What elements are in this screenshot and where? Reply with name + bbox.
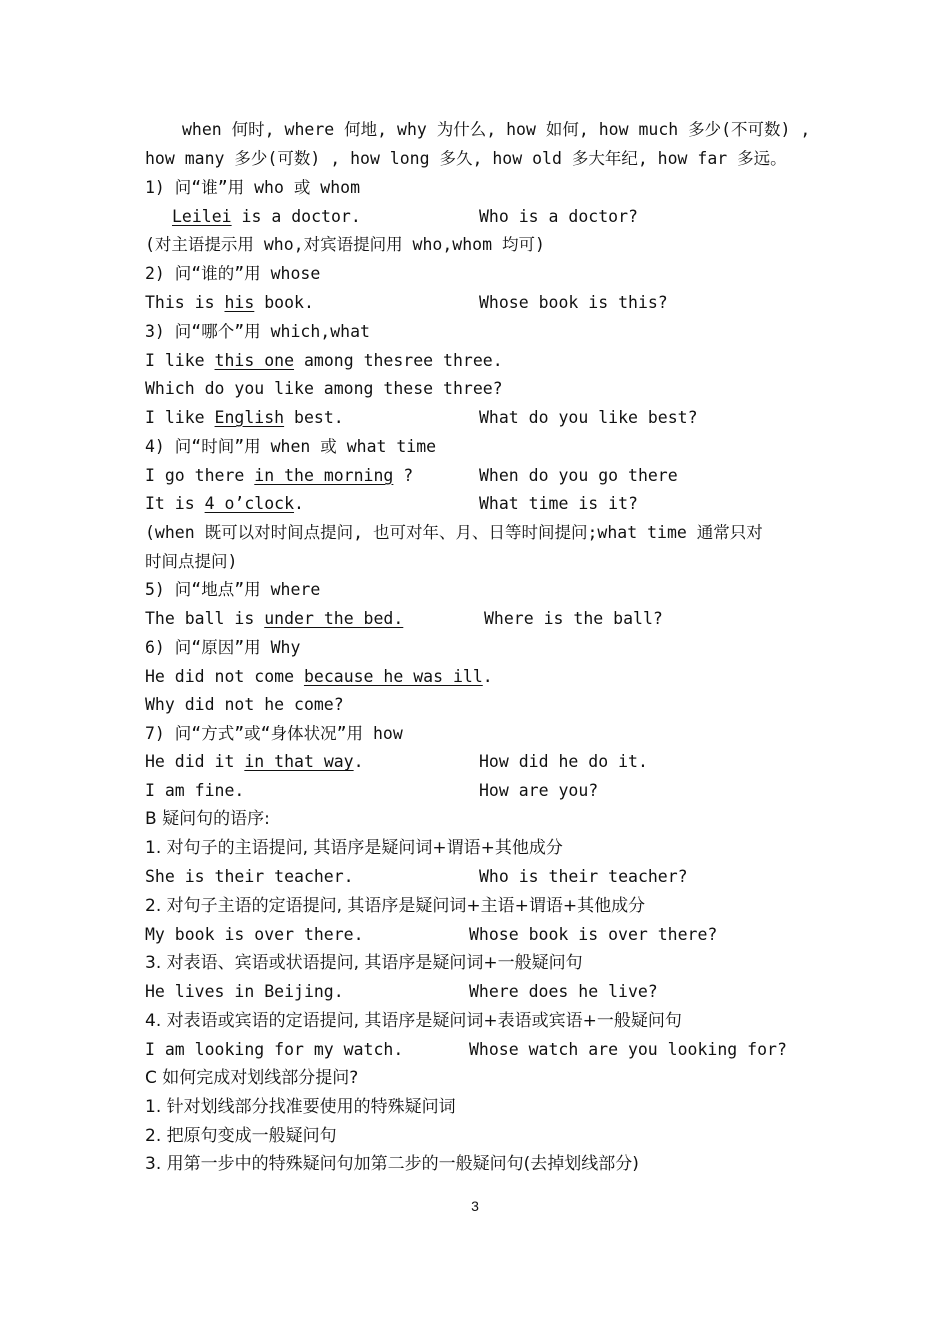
section-b-rule-2-question: Whose book is over there? (469, 925, 718, 944)
section-1-question: Who is a doctor? (479, 207, 638, 226)
section-3-question-1: Which do you like among these three? (145, 379, 503, 398)
section-1-example (172, 207, 361, 227)
section-1-note: (对主语提示用 who,对宾语提问用 who,whom 均可) (145, 235, 545, 254)
section-4-example-2 (145, 494, 304, 514)
section-b-rule-3-example: He lives in Beijing. (145, 982, 344, 1001)
intro-line-1: when 何时, where 何地, why 为什么, how 如何, how much 多少(不可数) , (182, 120, 811, 139)
section-7-example-2: I am fine. (145, 781, 245, 800)
section-b-rule-4-question: Whose watch are you looking for? (469, 1040, 787, 1059)
example-text: I like (145, 351, 215, 370)
underlined-part: in that way (244, 752, 354, 771)
section-6-title: 6) 问“原因”用 Why (145, 638, 301, 657)
underlined-part: his (224, 293, 255, 312)
section-1-title: 1) 问“谁”用 who 或 whom (145, 178, 361, 197)
example-text: It is (145, 494, 205, 513)
underlined-part: because he was ill (303, 667, 483, 686)
example-text: ? (393, 466, 414, 485)
section-7-question-2: How are you? (479, 781, 599, 800)
section-7-example-1 (145, 752, 364, 772)
section-b-rule-1: 1. 对句子的主语提问, 其语序是疑问词+谓语+其他成分 (145, 838, 563, 858)
section-4-title: 4) 问“时间”用 when 或 what time (145, 437, 437, 456)
section-2-example (145, 293, 314, 313)
example-text: He did it (145, 752, 245, 771)
section-b-rule-1-question: Who is their teacher? (479, 867, 688, 886)
section-b-rule-1-example: She is their teacher. (145, 867, 354, 886)
example-text: among thesree three. (294, 351, 503, 370)
section-3-title: 3) 问“哪个”用 which,what (145, 322, 370, 341)
example-text: This is (145, 293, 225, 312)
page-number: 3 (471, 1198, 479, 1214)
example-text: . (353, 752, 364, 771)
section-b-rule-3-question: Where does he live? (469, 982, 658, 1001)
section-b-rule-4: 4. 对表语或宾语的定语提问, 其语序是疑问词+表语或宾语+一般疑问句 (145, 1011, 682, 1031)
example-text: book. (254, 293, 314, 312)
section-4-question-1: When do you go there (479, 466, 678, 485)
section-4-question-2: What time is it? (479, 494, 638, 513)
underlined-part: 4 o’clock (204, 494, 295, 513)
section-b-rule-2-example: My book is over there. (145, 925, 364, 944)
example-text: is a doctor. (231, 207, 361, 226)
section-5-question: Where is the ball? (484, 609, 663, 628)
intro-line-2: how many 多少(可数) , how long 多久, how old 多大年纪, how far 多远。 (145, 149, 787, 168)
section-c-step-1: 1. 针对划线部分找准要使用的特殊疑问词 (145, 1097, 456, 1117)
section-c-step-2: 2. 把原句变成一般疑问句 (145, 1126, 337, 1146)
section-3-example-1 (145, 351, 503, 371)
underlined-part: English (214, 408, 285, 427)
underlined-part: in the morning (254, 466, 394, 485)
section-6-example (145, 667, 493, 687)
section-c-step-3: 3. 用第一步中的特殊疑问句加第二步的一般疑问句(去掉划线部分) (145, 1154, 639, 1174)
underlined-part: Leilei (172, 207, 232, 226)
section-6-question: Why did not he come? (145, 695, 344, 714)
section-b-rule-4-example: I am looking for my watch. (145, 1040, 404, 1059)
section-4-example-1 (145, 466, 413, 486)
section-7-title: 7) 问“方式”或“身体状况”用 how (145, 724, 403, 743)
example-text: He did not come (145, 667, 304, 686)
example-text: I like (145, 408, 215, 427)
example-text: best. (284, 408, 344, 427)
section-b-rule-2: 2. 对句子主语的定语提问, 其语序是疑问词+主语+谓语+其他成分 (145, 896, 646, 916)
section-b-rule-3: 3. 对表语、宾语或状语提问, 其语序是疑问词+一般疑问句 (145, 953, 583, 973)
section-4-note-2: 时间点提问) (145, 552, 238, 571)
underlined-part: this one (214, 351, 295, 370)
section-3-question-2: What do you like best? (479, 408, 698, 427)
section-c-title: C 如何完成对划线部分提问? (145, 1068, 359, 1088)
section-b-title: B 疑问句的语序: (145, 809, 270, 829)
section-4-note-1: (when 既可以对时间点提问, 也可对年、月、日等时间提问;what time 通常只对 (145, 523, 763, 542)
section-3-example-2 (145, 408, 344, 428)
example-text: . (294, 494, 304, 513)
section-5-example (145, 609, 403, 629)
section-7-question-1: How did he do it. (479, 752, 648, 771)
section-5-title: 5) 问“地点”用 where (145, 580, 321, 599)
section-2-title: 2) 问“谁的”用 whose (145, 264, 321, 283)
example-text: I go there (145, 466, 255, 485)
example-text: . (482, 667, 493, 686)
section-2-question: Whose book is this? (479, 293, 668, 312)
underlined-part: under the bed. (264, 609, 404, 628)
example-text: The ball is (145, 609, 265, 628)
